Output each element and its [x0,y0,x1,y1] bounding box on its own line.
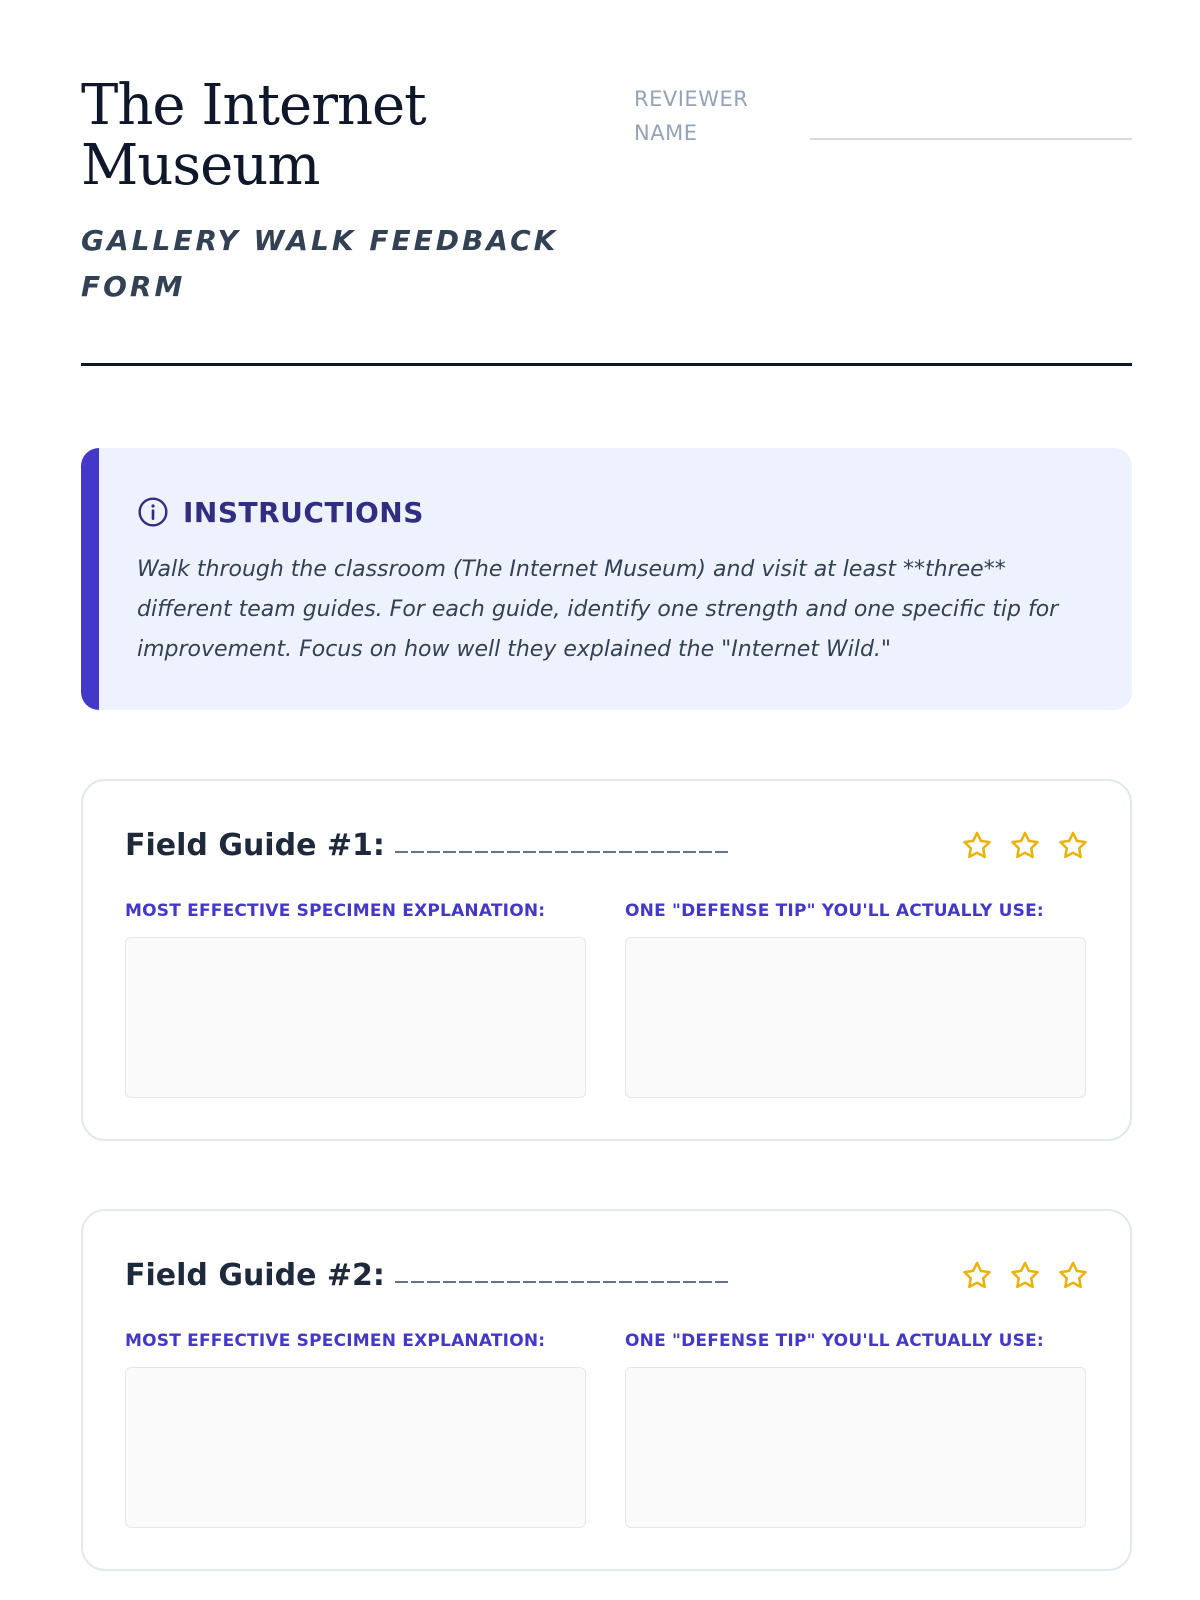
star-icon[interactable] [1056,1259,1090,1293]
form-header [81,73,1132,366]
defense-tip-input[interactable] [625,937,1086,1098]
field-guide-title [125,1255,729,1297]
field-guide-heading [125,825,1090,867]
specimen-explanation-input[interactable] [125,1367,586,1528]
star-icon[interactable] [1056,829,1090,863]
defense-tip-input[interactable] [625,1367,1086,1528]
header-divider [81,363,1132,366]
reviewer-name-label: REVIEWER NAME [634,87,749,145]
guide-name-blank[interactable] [395,1281,729,1283]
specimen-explanation-input[interactable] [125,937,586,1098]
instructions-text: Walk through the classroom (The Internet Museum) and visit at least **three** different team guides. For each guide, identify one strength and one specific tip for improvement. Focus on how well they explained the "Internet Wild." [137,557,1059,662]
field-guide-title [125,825,729,867]
title-block [81,73,561,310]
defense-tip-label: ONE "DEFENSE TIP" YOU'LL ACTUALLY USE: [625,1331,1044,1351]
instructions-heading [137,492,1092,532]
specimen-explanation-label: MOST EFFECTIVE SPECIMEN EXPLANATION: [125,1331,546,1351]
star-icon[interactable] [1008,1259,1042,1293]
page-title: The Internet Museum [81,73,426,198]
defense-tip-label: ONE "DEFENSE TIP" YOU'LL ACTUALLY USE: [625,901,1044,921]
field-guide-card-2 [81,1209,1132,1571]
rating-stars [960,829,1090,863]
star-icon[interactable] [1008,829,1042,863]
field-guide-title-text: Field Guide #1: [125,828,385,863]
field-guide-card-1 [81,779,1132,1141]
reviewer-name-input[interactable] [810,138,1132,140]
instructions-panel [81,448,1132,710]
info-icon [137,496,169,528]
reviewer-name-field [634,82,1132,152]
star-icon[interactable] [960,1259,994,1293]
guide-name-blank[interactable] [395,851,729,853]
star-icon[interactable] [960,829,994,863]
field-guide-title-text: Field Guide #2: [125,1258,385,1293]
instructions-title: INSTRUCTIONS [183,495,424,529]
rating-stars [960,1259,1090,1293]
specimen-explanation-label: MOST EFFECTIVE SPECIMEN EXPLANATION: [125,901,546,921]
field-guide-heading [125,1255,1090,1297]
page-subtitle: GALLERY WALK FEEDBACK FORM [81,224,559,303]
